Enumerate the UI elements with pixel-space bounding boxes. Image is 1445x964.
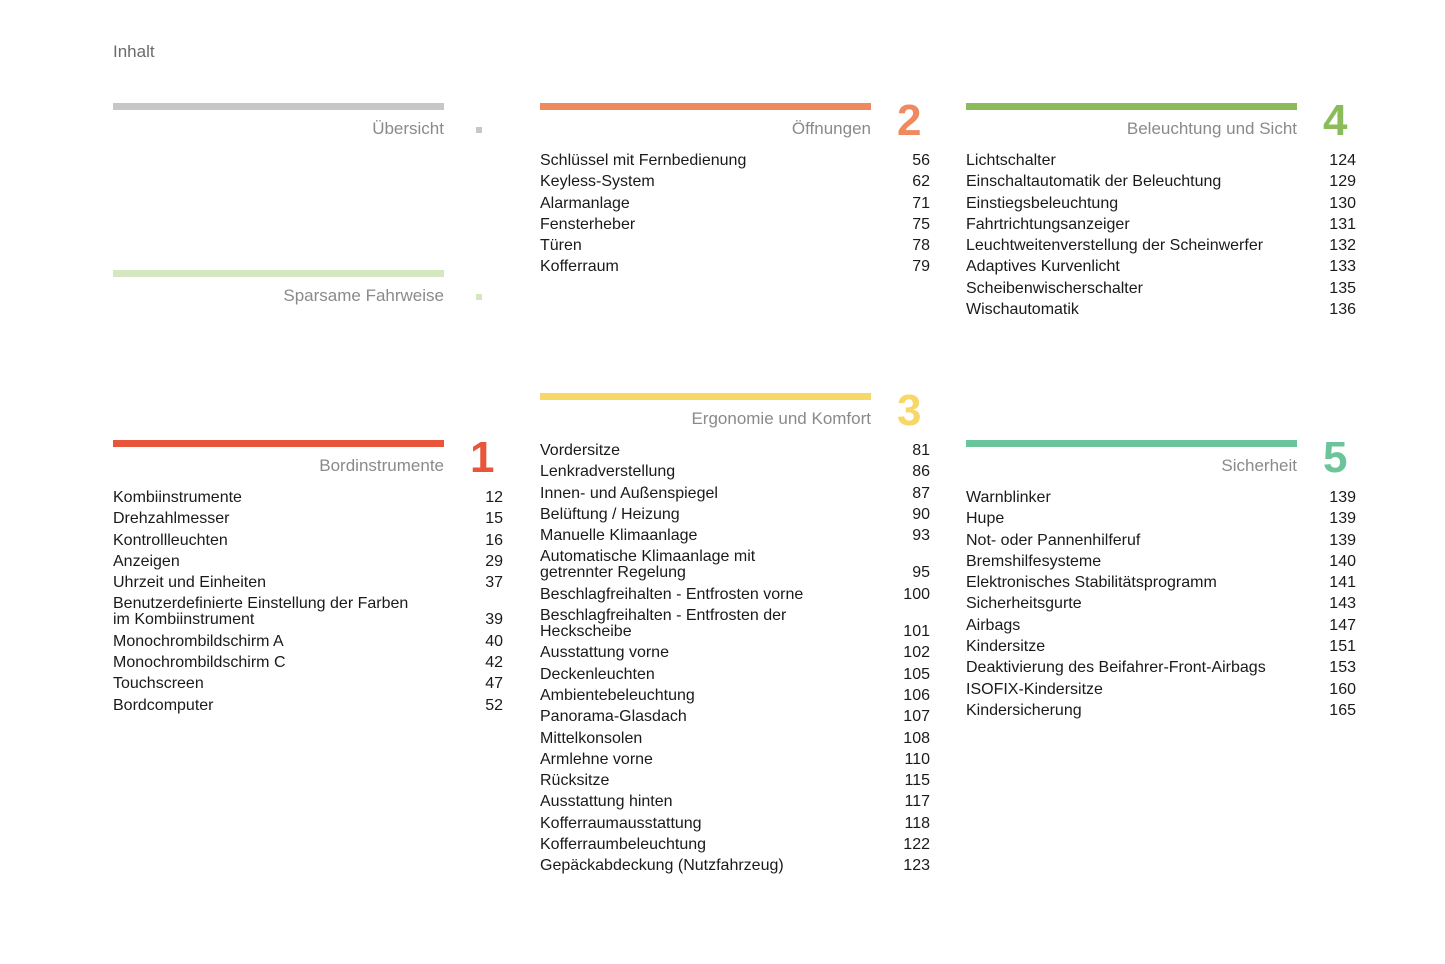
toc-entry-page-number[interactable]: 139 xyxy=(1329,531,1356,549)
section-title[interactable]: Sicherheit xyxy=(1221,456,1297,475)
toc-entry-page-number[interactable]: 95 xyxy=(912,564,930,582)
toc-list xyxy=(113,487,503,716)
section-bordinstrumente xyxy=(113,433,503,716)
toc-entry[interactable] xyxy=(113,508,503,529)
section-number: 3 xyxy=(897,386,922,435)
toc-entry[interactable] xyxy=(113,631,503,652)
toc-entry-label[interactable]: Mittelkonsolen xyxy=(540,729,643,747)
toc-entry-label[interactable]: Schlüssel mit Fernbedienung xyxy=(540,152,747,169)
toc-entry-label[interactable]: Benutzerdefinierte Einstellung der Farben im Kombiinstrument xyxy=(113,595,409,629)
toc-entry[interactable] xyxy=(966,657,1356,678)
toc-list xyxy=(540,440,930,877)
toc-entry-page-number[interactable]: 135 xyxy=(1329,279,1356,297)
toc-entry-page-number[interactable]: 122 xyxy=(903,836,930,854)
toc-entry-page-number[interactable]: 160 xyxy=(1329,680,1356,698)
toc-entry-label[interactable]: Uhrzeit und Einheiten xyxy=(113,574,266,592)
toc-entry-page-number[interactable]: 101 xyxy=(903,623,930,641)
toc-entry-page-number[interactable]: 78 xyxy=(912,237,930,255)
toc-entry-page-number[interactable]: 81 xyxy=(912,442,930,459)
toc-entry[interactable] xyxy=(540,834,930,855)
toc-entry-page-number[interactable]: 29 xyxy=(485,552,503,570)
toc-entry-page-number[interactable]: 136 xyxy=(1329,301,1356,319)
toc-entry-label[interactable]: Elektronisches Stabilitätsprogramm xyxy=(966,574,1217,592)
toc-entry[interactable] xyxy=(540,504,930,525)
toc-entry[interactable] xyxy=(540,685,930,706)
toc-entry[interactable] xyxy=(113,530,503,551)
toc-entry[interactable] xyxy=(540,855,930,876)
toc-entry-label[interactable]: Rücksitze xyxy=(540,772,610,790)
toc-list xyxy=(966,150,1356,320)
toc-entry-page-number[interactable]: 115 xyxy=(904,772,930,790)
section-number: 5 xyxy=(1323,433,1348,482)
section-title[interactable]: Bordinstrumente xyxy=(319,456,444,475)
toc-entry[interactable] xyxy=(966,487,1356,508)
toc-entry-label[interactable]: Bordcomputer xyxy=(113,696,214,714)
toc-entry-label[interactable]: Sicherheitsgurte xyxy=(966,595,1082,613)
section-color-bar xyxy=(113,103,444,110)
toc-entry-page-number[interactable]: 141 xyxy=(1329,574,1356,592)
toc-list xyxy=(966,487,1356,721)
section-color-bar xyxy=(966,440,1297,447)
toc-entry-label[interactable]: Alarmanlage xyxy=(540,194,630,212)
section-number: 2 xyxy=(897,96,922,145)
toc-entry-page-number[interactable]: 110 xyxy=(904,750,930,768)
toc-entry[interactable] xyxy=(540,813,930,834)
toc-entry-label[interactable]: ISOFIX-Kindersitze xyxy=(966,680,1103,698)
toc-entry-page-number[interactable]: 130 xyxy=(1329,194,1356,212)
toc-entry[interactable] xyxy=(113,695,503,716)
toc-entry-page-number[interactable]: 143 xyxy=(1329,595,1356,613)
toc-entry[interactable] xyxy=(966,636,1356,657)
toc-entry-page-number[interactable]: 12 xyxy=(485,489,503,506)
toc-entry-label[interactable]: Warnblinker xyxy=(966,489,1051,506)
section-color-bar xyxy=(113,440,444,447)
toc-entry-page-number[interactable]: 75 xyxy=(912,215,930,233)
toc-entry-label[interactable]: Monochrombildschirm C xyxy=(113,654,286,672)
toc-entry-page-number[interactable]: 132 xyxy=(1329,237,1356,255)
toc-entry-label[interactable]: Kombiinstrumente xyxy=(113,489,242,506)
toc-entry-label[interactable]: Fensterheber xyxy=(540,215,636,233)
toc-entry-label[interactable]: Ausstattung hinten xyxy=(540,793,673,811)
toc-entry-label[interactable]: Touchscreen xyxy=(113,675,204,693)
toc-entry-page-number[interactable]: 118 xyxy=(904,814,930,832)
toc-entry[interactable] xyxy=(113,551,503,572)
toc-entry-page-number[interactable]: 151 xyxy=(1329,638,1356,656)
toc-entry-label[interactable]: Not- oder Pannenhilferuf xyxy=(966,531,1141,549)
section-marker-icon xyxy=(476,294,482,300)
toc-entry-page-number[interactable]: 123 xyxy=(903,857,930,875)
toc-entry-label[interactable]: Bremshilfesysteme xyxy=(966,552,1102,570)
toc-entry-label[interactable]: Armlehne vorne xyxy=(540,750,653,768)
toc-entry[interactable] xyxy=(540,235,930,256)
toc-entry-page-number[interactable]: 117 xyxy=(904,793,930,811)
toc-entry[interactable] xyxy=(966,299,1356,320)
toc-entry-page-number[interactable]: 105 xyxy=(903,665,930,683)
toc-entry-label[interactable]: Kofferraum xyxy=(540,258,619,276)
toc-entry-page-number[interactable]: 165 xyxy=(1329,701,1356,719)
toc-entry-page-number[interactable]: 133 xyxy=(1329,258,1356,276)
toc-entry-page-number[interactable]: 139 xyxy=(1329,489,1356,506)
toc-entry[interactable] xyxy=(540,214,930,235)
toc-entry-label[interactable]: Kindersitze xyxy=(966,638,1046,656)
toc-entry-page-number[interactable]: 100 xyxy=(903,585,930,603)
toc-entry-label[interactable]: Belüftung / Heizung xyxy=(540,505,680,523)
toc-entry[interactable] xyxy=(966,615,1356,636)
toc-entry-page-number[interactable]: 147 xyxy=(1329,616,1356,634)
toc-entry-page-number[interactable]: 102 xyxy=(903,644,930,662)
toc-entry-label[interactable]: Kofferraumbeleuchtung xyxy=(540,836,707,854)
section-number: 4 xyxy=(1323,96,1348,145)
toc-entry-label[interactable]: Einschaltautomatik der Beleuchtung xyxy=(966,173,1222,191)
toc-entry-label[interactable]: Türen xyxy=(540,237,582,255)
toc-entry-label[interactable]: Wischautomatik xyxy=(966,301,1079,319)
toc-entry-label[interactable]: Drehzahlmesser xyxy=(113,510,230,528)
toc-entry[interactable] xyxy=(540,642,930,663)
section-title[interactable]: Sparsame Fahrweise xyxy=(283,286,444,305)
toc-entry-page-number[interactable]: 39 xyxy=(485,611,503,629)
toc-entry[interactable] xyxy=(540,706,930,727)
toc-entry-page-number[interactable]: 16 xyxy=(485,531,503,549)
toc-entry-page-number[interactable]: 86 xyxy=(912,463,930,481)
toc-entry[interactable] xyxy=(540,728,930,749)
section-color-bar xyxy=(540,393,871,400)
toc-entry-label[interactable]: Hupe xyxy=(966,510,1005,528)
section-beleuchtung-sicht xyxy=(966,96,1356,320)
toc-entry-label[interactable]: Kofferraumausstattung xyxy=(540,814,702,832)
toc-entry-label[interactable]: Innen- und Außenspiegel xyxy=(540,484,718,502)
toc-entry-page-number[interactable]: 107 xyxy=(903,708,930,726)
toc-entry-page-number[interactable]: 42 xyxy=(485,654,503,672)
toc-entry[interactable] xyxy=(966,150,1356,171)
toc-entry-label[interactable]: Beschlagfreihalten - Entfrosten der Heckscheibe xyxy=(540,607,787,641)
section-color-bar xyxy=(540,103,871,110)
toc-entry[interactable] xyxy=(540,171,930,192)
toc-entry[interactable] xyxy=(540,584,930,605)
toc-entry-page-number[interactable]: 79 xyxy=(912,258,930,276)
toc-entry[interactable] xyxy=(540,483,930,504)
toc-entry-label[interactable]: Deckenleuchten xyxy=(540,665,655,683)
section-number: 1 xyxy=(470,433,495,482)
toc-entry-page-number[interactable]: 108 xyxy=(903,729,930,747)
section-marker-icon xyxy=(476,127,482,133)
toc-entry-page-number[interactable]: 93 xyxy=(912,527,930,545)
toc-entry[interactable] xyxy=(113,487,503,508)
toc-entry-label[interactable]: Monochrombildschirm A xyxy=(113,632,284,650)
toc-entry-page-number[interactable]: 62 xyxy=(912,173,930,191)
toc-entry-label[interactable]: Deaktivierung des Beifahrer-Front-Airbags xyxy=(966,659,1266,677)
section-color-bar xyxy=(113,270,444,277)
toc-entry[interactable] xyxy=(540,461,930,482)
toc-entry[interactable] xyxy=(966,679,1356,700)
toc-entry[interactable] xyxy=(113,652,503,673)
toc-entry-label[interactable]: Airbags xyxy=(966,616,1021,634)
toc-entry-page-number[interactable]: 71 xyxy=(912,194,930,212)
toc-entry[interactable] xyxy=(966,551,1356,572)
toc-entry-page-number[interactable]: 56 xyxy=(912,152,930,169)
toc-entry-page-number[interactable]: 15 xyxy=(485,510,503,528)
toc-entry[interactable] xyxy=(540,525,930,546)
toc-entry[interactable] xyxy=(966,256,1356,277)
toc-entry-label[interactable]: Lichtschalter xyxy=(966,152,1056,169)
toc-entry[interactable] xyxy=(540,546,930,583)
toc-entry[interactable] xyxy=(966,171,1356,192)
toc-entry[interactable] xyxy=(966,278,1356,299)
toc-entry-label[interactable]: Kontrollleuchten xyxy=(113,531,228,549)
toc-entry-label[interactable]: Kindersicherung xyxy=(966,701,1082,719)
toc-entry-page-number[interactable]: 87 xyxy=(912,484,930,502)
toc-entry[interactable] xyxy=(540,193,930,214)
toc-entry-label[interactable]: Gepäckabdeckung (Nutzfahrzeug) xyxy=(540,857,784,875)
toc-entry-label[interactable]: Automatische Klimaanlage mit getrennter Regelung xyxy=(540,548,756,582)
toc-entry[interactable] xyxy=(540,770,930,791)
toc-entry-label[interactable]: Vordersitze xyxy=(540,442,621,459)
toc-entry[interactable] xyxy=(966,214,1356,235)
toc-entry-label[interactable]: Ausstattung vorne xyxy=(540,644,669,662)
toc-entry[interactable] xyxy=(540,749,930,770)
toc-entry-label[interactable]: Beschlagfreihalten - Entfrosten vorne xyxy=(540,585,804,603)
toc-entry[interactable] xyxy=(540,664,930,685)
toc-entry-label[interactable]: Fahrtrichtungsanzeiger xyxy=(966,215,1130,233)
section-title[interactable]: Ergonomie und Komfort xyxy=(691,409,871,428)
toc-entry-label[interactable]: Ambientebeleuchtung xyxy=(540,686,695,704)
toc-list xyxy=(540,150,930,278)
toc-entry[interactable] xyxy=(966,700,1356,721)
toc-entry-label[interactable]: Lenkradverstellung xyxy=(540,463,676,481)
toc-entry[interactable] xyxy=(966,508,1356,529)
toc-entry-label[interactable]: Anzeigen xyxy=(113,552,180,570)
toc-entry-page-number[interactable]: 124 xyxy=(1329,152,1356,169)
toc-entry-label[interactable]: Adaptives Kurvenlicht xyxy=(966,258,1120,276)
toc-entry-page-number[interactable]: 47 xyxy=(485,675,503,693)
toc-entry-page-number[interactable]: 37 xyxy=(485,574,503,592)
toc-entry-label[interactable]: Leuchtweitenverstellung der Scheinwerfer xyxy=(966,237,1264,255)
toc-entry-page-number[interactable]: 90 xyxy=(912,505,930,523)
toc-entry-page-number[interactable]: 153 xyxy=(1329,659,1356,677)
toc-entry-page-number[interactable]: 52 xyxy=(485,696,503,714)
toc-entry-page-number[interactable]: 140 xyxy=(1329,552,1356,570)
toc-entry-page-number[interactable]: 106 xyxy=(903,686,930,704)
toc-entry[interactable] xyxy=(966,593,1356,614)
toc-entry[interactable] xyxy=(113,673,503,694)
toc-entry[interactable] xyxy=(966,530,1356,551)
toc-entry[interactable] xyxy=(540,791,930,812)
section-title[interactable]: Übersicht xyxy=(372,119,444,138)
section-oeffnungen xyxy=(540,96,930,278)
section-uebersicht[interactable] xyxy=(113,103,503,139)
toc-entry[interactable] xyxy=(113,593,503,630)
toc-entry[interactable] xyxy=(540,440,930,461)
toc-entry-page-number[interactable]: 131 xyxy=(1329,215,1356,233)
section-title[interactable]: Öffnungen xyxy=(791,119,871,138)
section-title[interactable]: Beleuchtung und Sicht xyxy=(1126,119,1297,138)
toc-entry-label[interactable]: Scheibenwischerschalter xyxy=(966,279,1143,297)
toc-entry[interactable] xyxy=(540,605,930,642)
toc-entry[interactable] xyxy=(113,572,503,593)
toc-entry-label[interactable]: Manuelle Klimaanlage xyxy=(540,527,698,545)
toc-entry-label[interactable]: Einstiegsbeleuchtung xyxy=(966,194,1119,212)
page-label: Inhalt xyxy=(113,42,155,61)
toc-entry[interactable] xyxy=(540,256,930,277)
section-sicherheit xyxy=(966,433,1356,721)
section-color-bar xyxy=(966,103,1297,110)
toc-entry[interactable] xyxy=(540,150,930,171)
section-ergonomie-komfort xyxy=(540,386,930,877)
toc-entry-page-number[interactable]: 139 xyxy=(1329,510,1356,528)
toc-entry[interactable] xyxy=(966,193,1356,214)
toc-entry-label[interactable]: Keyless-System xyxy=(540,173,655,191)
toc-entry-page-number[interactable]: 129 xyxy=(1329,173,1356,191)
toc-entry-label[interactable]: Panorama-Glasdach xyxy=(540,708,687,726)
toc-entry[interactable] xyxy=(966,572,1356,593)
toc-entry-page-number[interactable]: 40 xyxy=(485,632,503,650)
toc-entry[interactable] xyxy=(966,235,1356,256)
section-sparsame-fahrweise[interactable] xyxy=(113,270,503,306)
